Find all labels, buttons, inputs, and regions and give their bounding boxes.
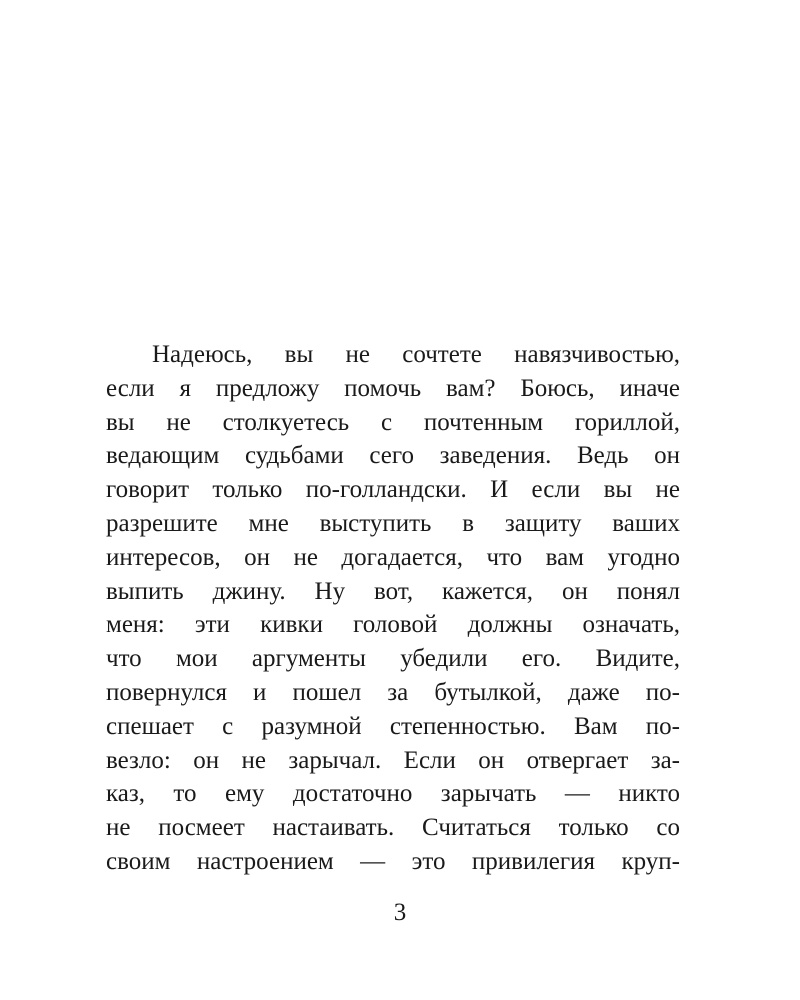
text-line: меня: эти кивки головой должны означать, — [106, 611, 680, 639]
text-line: ведающим судьбами сего заведения. Ведь он — [106, 442, 680, 470]
text-line: если я предложу помочь вам? Боюсь, иначе — [106, 374, 680, 402]
page-number: 3 — [393, 899, 407, 926]
text-line: каз, то ему достаточно зарычать — никто — [106, 780, 680, 808]
text-line: спешает с разумной степенностью. Вам по- — [106, 712, 680, 740]
text-line: интересов, он не догадается, что вам угодно — [106, 543, 680, 571]
text-line: своим настроением — это привилегия круп- — [106, 847, 680, 875]
text-line: выпить джину. Ну вот, кажется, он понял — [106, 577, 680, 605]
text-line: разрешите мне выступить в защиту ваших — [106, 509, 680, 537]
text-line: Надеюсь, вы не сочтете навязчивостью, — [152, 341, 680, 368]
text-line: что мои аргументы убедили его. Видите, — [106, 645, 680, 673]
text-line: повернулся и пошел за бутылкой, даже по- — [106, 678, 680, 706]
body-paragraph — [106, 338, 680, 879]
text-line: вы не столкуетесь с почтенным гориллой, — [106, 408, 680, 436]
text-line: не посмеет настаивать. Считаться только со — [106, 814, 680, 842]
text-line: говорит только по-голландски. И если вы не — [106, 476, 680, 504]
text-line: везло: он не зарычал. Если он отвергает за- — [106, 746, 680, 774]
